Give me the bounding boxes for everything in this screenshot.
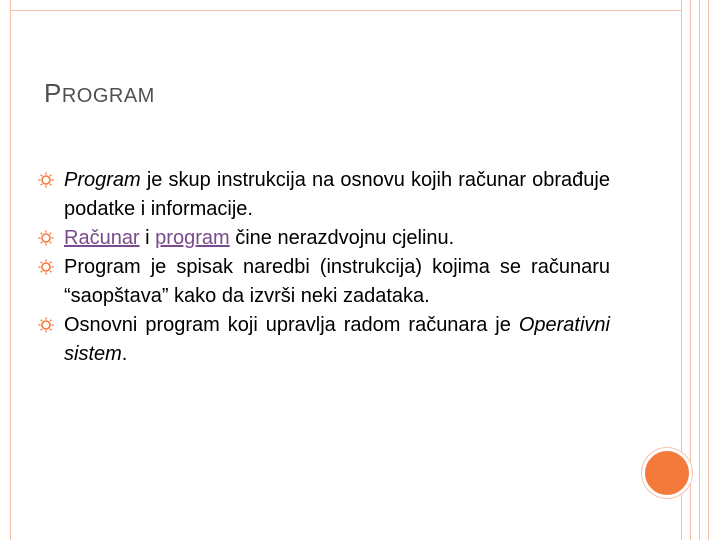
frame-line-left	[10, 0, 11, 540]
bullet-trail-italic: Operativni sistem	[64, 314, 610, 365]
list-item	[38, 224, 610, 253]
sun-bullet-icon	[38, 172, 54, 188]
link-program[interactable]: program	[155, 227, 230, 249]
bullet-lead-italic: Program	[64, 169, 141, 191]
frame-line-right	[699, 0, 700, 540]
link-racunar[interactable]: Računar	[64, 227, 140, 249]
bullet-list	[38, 166, 610, 369]
bullet-text: Osnovni program koji upravlja radom računara je	[64, 314, 519, 336]
sun-bullet-icon	[38, 259, 54, 275]
bullet-text: čine nerazdvojnu cjelinu.	[229, 227, 455, 249]
frame-line-top	[10, 10, 682, 11]
frame-line-right	[690, 0, 691, 540]
bullet-text: Program je spisak naredbi (instrukcija) kojima se računaru “saopštava” kako da izvrši neki zadataka.	[64, 256, 610, 307]
sun-bullet-icon	[38, 317, 54, 333]
bullet-text: je skup instrukcija na osnovu kojih računar obrađuje podatke i informacije.	[64, 169, 610, 220]
sun-bullet-icon	[38, 230, 54, 246]
title-first-letter: P	[44, 78, 62, 108]
list-item	[38, 311, 610, 369]
frame-line-right	[708, 0, 709, 540]
list-item	[38, 253, 610, 311]
slide-title	[44, 78, 155, 109]
bullet-end: .	[121, 343, 128, 365]
decorative-circle	[642, 448, 692, 498]
bullet-connector: i	[139, 227, 156, 249]
list-item	[38, 166, 610, 224]
title-rest: ROGRAM	[61, 85, 155, 107]
